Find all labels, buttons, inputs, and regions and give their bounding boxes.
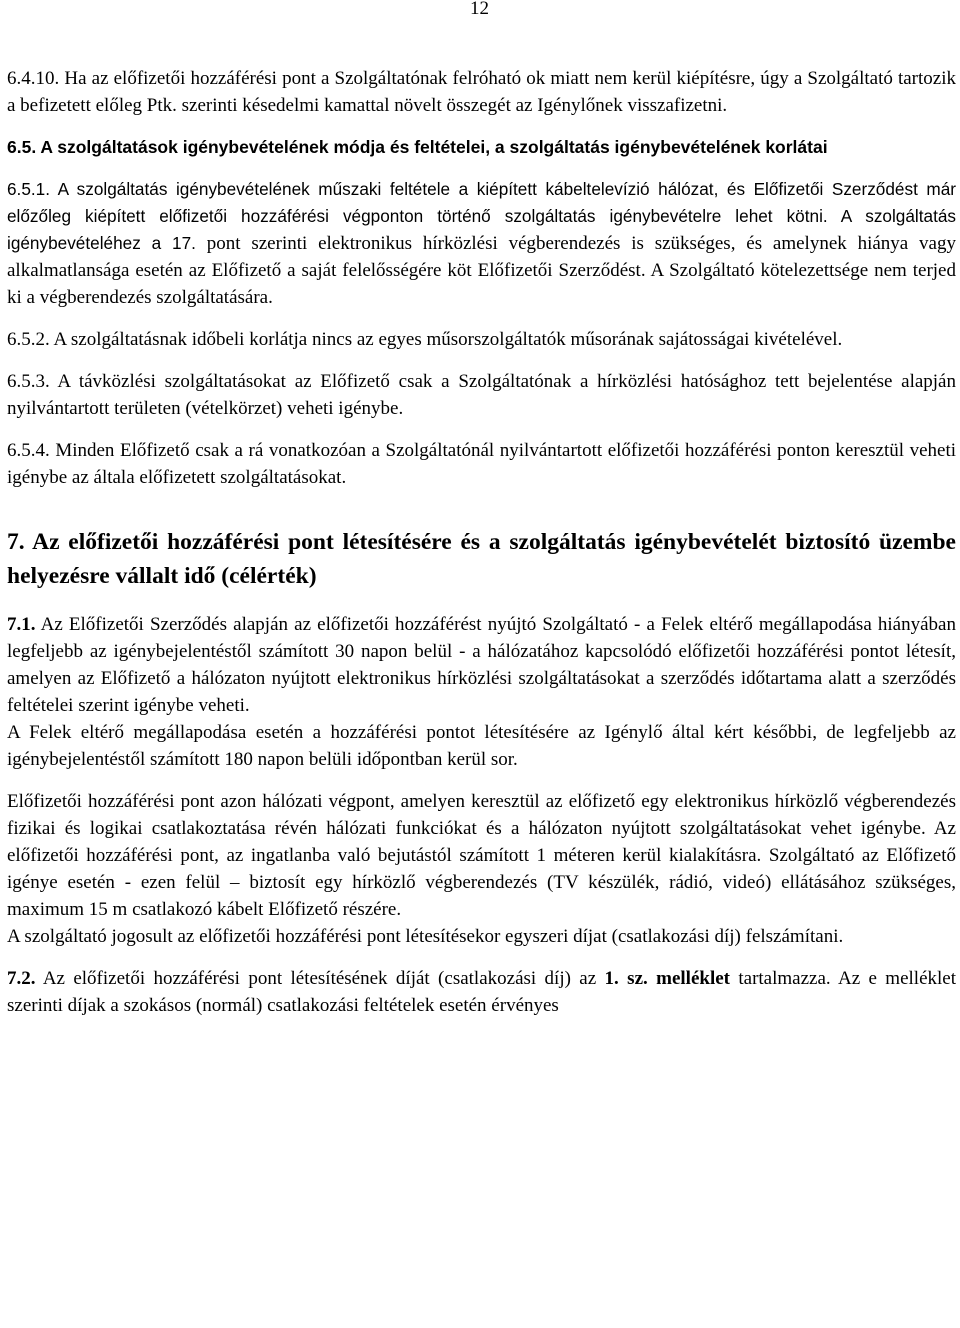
paragraph-7-1-b: A Felek eltérő megállapodása esetén a hozzáférési pontot létesítésére az Igénylő által kért későbbi, de legfeljebb az igénybejelentéstől számított 180 napon belüli időpontban kerül sor. <box>7 722 956 770</box>
paragraph-7-2 <box>7 965 956 1019</box>
paragraph-6-4-10: 6.4.10. Ha az előfizetői hozzáférési pont a Szolgáltatónak felróható ok miatt nem kerül kiépítésre, úgy a Szolgáltató tartozik a befizetett előleg Ptk. szerinti késedelmi kamattal növelt összegét az Igénylőnek visszafizetni. <box>7 68 956 116</box>
annex-number: 1. sz. <box>604 968 648 989</box>
paragraph-6-5-3: 6.5.3. A távközlési szolgáltatásokat az Előfizető csak a Szolgáltatónak a hírközlési hatósághoz tett bejelentése alapján nyilvántartott területen (vételkörzet) veheti igénybe. <box>7 371 956 419</box>
paragraph-6-5-1-part-a: 6.5.1. A szolgáltatás igénybevételének műszaki feltétele a kiépített kábeltelevízió hálózat, és Előfizetői Szerződést már előzőleg kiépített előfizetői hozzáférési végponton történő szolgáltatás igénybevételre lehet kötni. A szolgáltatás igénybevételéhez a 17. <box>7 179 956 253</box>
heading-7: 7. Az előfizetői hozzáférési pont létesítésére és a szolgáltatás igénybevételét biztosító üzembe helyezésre vállalt idő (célérték) <box>7 529 956 589</box>
paragraph-7-2-text-b: tartalmazza. Az e melléklet szerinti díjak a szokásos (normál) csatlakozási feltételek esetén érvényes <box>7 968 956 1016</box>
paragraph-6-5-1 <box>7 176 956 311</box>
paragraph-7-2-number: 7.2. <box>7 968 36 989</box>
paragraph-7-2-text-a: Az előfizetői hozzáférési pont létesítésének díját (csatlakozási díj) az <box>35 968 605 989</box>
paragraph-7-1-number: 7.1. <box>7 614 36 635</box>
paragraph-7-1-c: Előfizetői hozzáférési pont azon hálózati végpont, amelyen keresztül az előfizető egy elektronikus hírközlő végberendezés fizikai és logikai csatlakoztatása révén hálózati funkciókat és a hálózaton nyújtott szolgáltatásokat vehet igénybe. Az előfizetői hozzáférési pont, az ingatlanba való bejutástól számított 1 méteren kerül kialakításra. Szolgáltató az Előfizető igénye esetén - ezen felül – biztosít egy hírközlő végberendezés (TV készülék, rádió, videó) ellátásához szükséges, maximum 15 m csatlakozó kábelt Előfizető részére. <box>7 791 956 920</box>
paragraph-7-1-d: A szolgáltató jogosult az előfizetői hozzáférési pont létesítésekor egyszeri díjat (csatlakozási díj) felszámítani. <box>7 926 844 947</box>
paragraph-6-5-4: 6.5.4. Minden Előfizető csak a rá vonatkozóan a Szolgáltatónál nyilvántartott előfizetői hozzáférési ponton keresztül veheti igénybe az általa előfizetett szolgáltatásokat. <box>7 440 956 488</box>
heading-6-5: 6.5. A szolgáltatások igénybevételének módja és feltételei, a szolgáltatás igénybevételének korlátai <box>7 137 828 157</box>
paragraph-7-1 <box>7 611 956 719</box>
page-content <box>7 65 956 1019</box>
paragraph-7-1-text: Az Előfizetői Szerződés alapján az előfizetői hozzáférést nyújtó Szolgáltató - a Felek eltérő megállapodása hiányában legfeljebb az igénybejelentéstől számított 30 napon belül - a hálózatához kapcsolódó előfizetői hozzáférési pontot létesít, amelyen az Előfizető a hálózaton nyújtott elektronikus hírközlési szolgáltatásokat a szerződés időtartama alatt a szerződés feltételei szerint igénybe veheti. <box>7 614 956 716</box>
paragraph-6-5-2: 6.5.2. A szolgáltatásnak időbeli korlátja nincs az egyes műsorszolgáltatók műsorának sajátosságai kivételével. <box>7 329 843 350</box>
annex-word: melléklet <box>656 968 730 989</box>
paragraph-6-5-1-part-b: pont szerinti elektronikus hírközlési végberendezés is szükséges, és amelynek hiánya vagy alkalmatlansága esetén az Előfizető a saját felelősségére köt Előfizetői Szerződést. A Szolgáltató kötelezettsége nem terjed ki a végberendezés szolgáltatására. <box>7 233 956 308</box>
page-number: 12 <box>470 0 489 19</box>
